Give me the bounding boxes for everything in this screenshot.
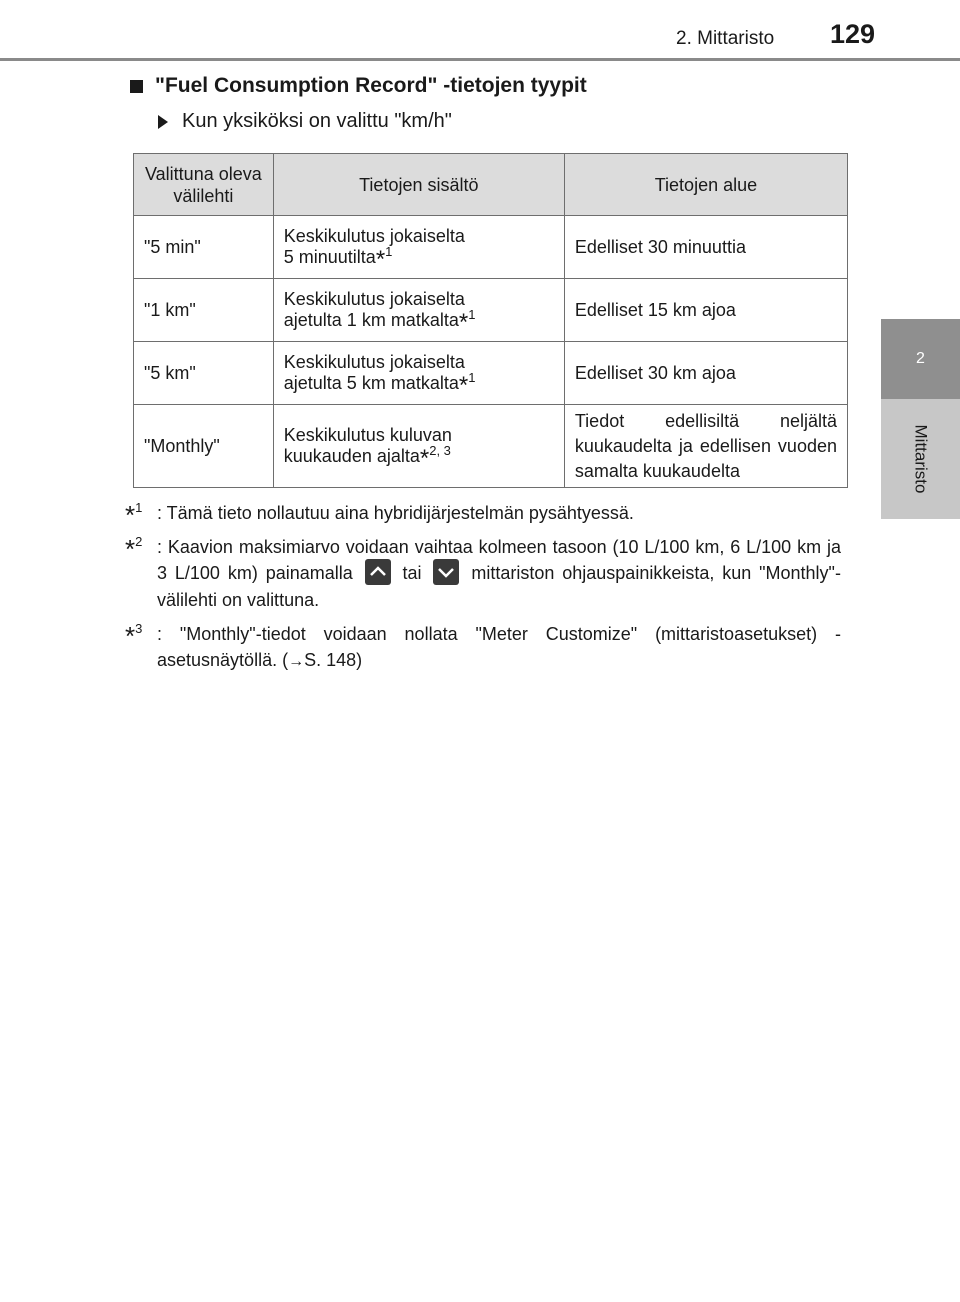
cell-range: Tiedot edellisiltä neljältä kuukaudelta ja edellisen vuoden samalta kuukaudelta bbox=[564, 405, 847, 488]
cell-range: Edelliset 15 km ajoa bbox=[564, 279, 847, 342]
chevron-down-icon bbox=[433, 559, 459, 585]
cell-tab: "1 km" bbox=[134, 279, 274, 342]
col-header-tab: Valittuna oleva välilehti bbox=[134, 154, 274, 216]
triangle-bullet-icon bbox=[158, 115, 168, 129]
col-header-range: Tietojen alue bbox=[564, 154, 847, 216]
col-header-content: Tietojen sisältö bbox=[273, 154, 564, 216]
cell-content: Keskikulutus jokaiselta ajetulta 5 km matkalta*$^1$ bbox=[273, 342, 564, 405]
section-heading bbox=[130, 74, 587, 98]
cell-range: Edelliset 30 km ajoa bbox=[564, 342, 847, 405]
cell-tab: "5 km" bbox=[134, 342, 274, 405]
table-header-row bbox=[134, 154, 848, 216]
cell-content: Keskikulutus jokaiselta 5 minuutilta*$^1$ bbox=[273, 216, 564, 279]
sub-heading-text: Kun yksiköksi on valittu "km/h" bbox=[182, 110, 452, 132]
reference-arrow-icon: → bbox=[288, 653, 305, 671]
footnote-3: *$^3$ : "Monthly"-tiedot voidaan nollata "Meter Customize" (mittaristoasetukset) -asetusnäytöllä. (→S. 148) bbox=[125, 621, 841, 671]
fuel-record-table bbox=[133, 153, 848, 488]
page-reference-link[interactable]: S. 148) bbox=[304, 650, 363, 671]
cell-tab: "Monthly" bbox=[134, 405, 274, 488]
square-bullet-icon bbox=[130, 80, 143, 93]
header-divider bbox=[0, 58, 960, 61]
chapter-title: Mittaristo bbox=[911, 424, 931, 494]
page-number: 129 bbox=[830, 19, 876, 49]
footnote-mark: 2 bbox=[135, 534, 143, 549]
section-heading-text: "Fuel Consumption Record" -tietojen tyypit bbox=[155, 74, 587, 97]
chevron-up-icon bbox=[365, 559, 391, 585]
table-row bbox=[134, 342, 848, 405]
footnote-mark: 1 bbox=[135, 500, 143, 515]
header-section-title: 2. Mittaristo bbox=[676, 28, 775, 49]
cell-content: Keskikulutus kuluvan kuukauden ajalta*$^{2, 3}$ bbox=[273, 405, 564, 488]
table-row bbox=[134, 405, 848, 488]
cell-content: Keskikulutus jokaiselta ajetulta 1 km matkalta*$^1$ bbox=[273, 279, 564, 342]
chapter-number: 2 bbox=[881, 319, 960, 399]
footnotes bbox=[125, 500, 841, 683]
footnote-1: *$^1$ : Tämä tieto nollautuu aina hybridijärjestelmän pysähtyessä. bbox=[125, 500, 634, 530]
cell-range: Edelliset 30 minuuttia bbox=[564, 216, 847, 279]
table-row bbox=[134, 216, 848, 279]
page-header bbox=[0, 0, 960, 60]
footnote-2: *$^2$ : Kaavion maksimiarvo voidaan vaihtaa kolmeen tasoon (10 L/100 km, 6 L/100 km ja 3 L/100 km) painamalla tai mittariston ohjauspainikkeista, kun "Monthly"-välilehti on valittuna. bbox=[125, 534, 841, 611]
cell-tab: "5 min" bbox=[134, 216, 274, 279]
table-row bbox=[134, 279, 848, 342]
footnote-mark: 3 bbox=[135, 621, 143, 637]
chapter-side-tab bbox=[881, 319, 960, 519]
chapter-title-tab bbox=[881, 399, 960, 519]
sub-heading bbox=[158, 110, 452, 133]
footnote-text: : Tämä tieto nollautuu aina hybridijärjestelmän pysähtyessä. bbox=[157, 503, 634, 523]
